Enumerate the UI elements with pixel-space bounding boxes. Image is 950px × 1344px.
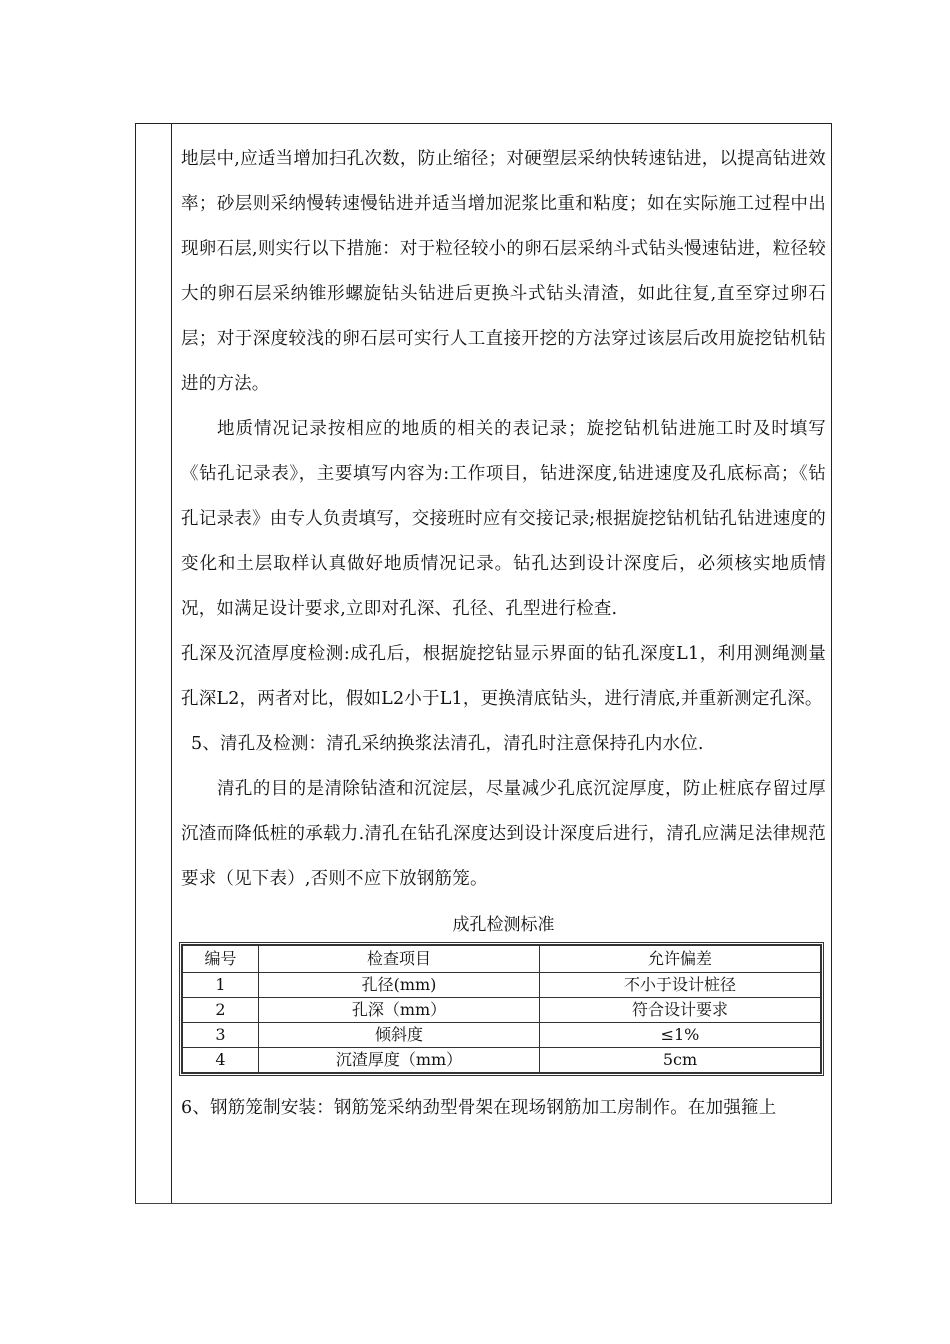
- table-row: [183, 1023, 821, 1048]
- table-cell: 符合设计要求: [540, 998, 821, 1023]
- paragraph-geology-record: 地质情况记录按相应的地质的相关的表记录；旋挖钻机钻进施工时及时填写《钻孔记录表》，主要填写内容为:工作项目，钻进深度,钻进速度及孔底标高；《钻孔记录表》由专人负责填写，交接班时应有交接记录;根据旋挖钻机钻孔钻进速度的变化和土层取样认真做好地质情况记录。钻孔达到设计深度后，必须核实地质情况，如满足设计要求,立即对孔深、孔径、孔型进行检查.: [181, 419, 826, 619]
- table-cell: 沉渣厚度（mm）: [259, 1048, 540, 1073]
- paragraph-section-5-heading: 5、清孔及检测：清孔采纳换浆法清孔，清孔时注意保持孔内水位.: [191, 734, 704, 754]
- table-cell: 倾斜度: [259, 1023, 540, 1048]
- table-header-row: [183, 946, 821, 973]
- table-cell: 4: [183, 1048, 259, 1073]
- frame-bottom-line: [135, 1203, 832, 1204]
- table-row: [183, 998, 821, 1023]
- table-cell: 1: [183, 973, 259, 998]
- table-cell: 2: [183, 998, 259, 1023]
- table-caption: 成孔检测标准: [452, 915, 555, 935]
- table-row: [183, 973, 821, 998]
- table-header-cell: 检查项目: [259, 946, 540, 973]
- table-header-cell: 允许偏差: [540, 946, 821, 973]
- table-header-cell: 编号: [183, 946, 259, 973]
- table-cell: 3: [183, 1023, 259, 1048]
- table-cell: ≤1%: [540, 1023, 821, 1048]
- document-body: [181, 137, 826, 1131]
- paragraph-section-6-heading: 6、钢筋笼制安装：钢筋笼采纳劲型骨架在现场钢筋加工房制作。在加强箍上: [181, 1098, 777, 1118]
- paragraph-depth-check: 孔深及沉渣厚度检测:成孔后，根据旋挖钻显示界面的钻孔深度L1，利用测绳测量孔深L2，两者对比，假如L2小于L1，更换清底钻头，进行清底,并重新测定孔深。: [181, 644, 826, 709]
- table-cell: 孔径(mm): [259, 973, 540, 998]
- paragraph-drilling-methods: 地层中,应适当增加扫孔次数，防止缩径；对硬塑层采纳快转速钻进，以提高钻进效率；砂层则采纳慢转速慢钻进并适当增加泥浆比重和粘度；如在实际施工过程中出现卵石层,则实行以下措施：对于粒径较小的卵石层采纳斗式钻头慢速钻进，粒径较大的卵石层采纳锥形螺旋钻头钻进后更换斗式钻头清渣，如此往复,直至穿过卵石层；对于深度较浅的卵石层可实行人工直接开挖的方法穿过该层后改用旋挖钻机钻进的方法。: [181, 149, 826, 394]
- table-cell: 孔深（mm）: [259, 998, 540, 1023]
- table-row: [183, 1048, 821, 1073]
- paragraph-cleaning-purpose: 清孔的目的是清除钻渣和沉淀层，尽量减少孔底沉淀厚度，防止桩底存留过厚沉渣而降低桩的承载力.清孔在钻孔深度达到设计深度后进行，清孔应满足法律规范要求（见下表）,否则不应下放钢筋笼。: [181, 779, 826, 889]
- left-column-divider: [171, 123, 172, 1204]
- table-cell: 5cm: [540, 1048, 821, 1073]
- inspection-standards-table: [179, 942, 824, 1076]
- table-cell: 不小于设计桩径: [540, 973, 821, 998]
